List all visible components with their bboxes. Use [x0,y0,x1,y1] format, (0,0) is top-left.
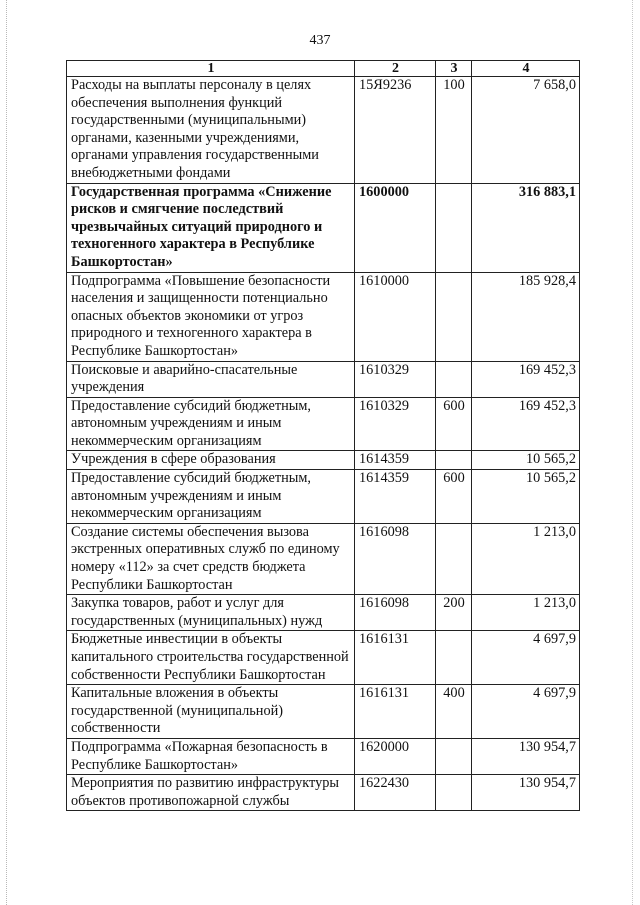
row-amount: 130 954,7 [472,775,580,811]
row-name: Предоставление субсидий бюджетным, автономным учреждениям и иным некоммерческим организациям [67,470,355,524]
row-name: Предоставление субсидий бюджетным, автономным учреждениям и иным некоммерческим организациям [67,397,355,451]
table-row [67,738,580,774]
row-type [436,183,472,272]
row-type [436,775,472,811]
row-amount: 316 883,1 [472,183,580,272]
table-row [67,183,580,272]
row-amount: 4 697,9 [472,685,580,739]
row-code: 1614359 [355,451,436,470]
row-name: Бюджетные инвестиции в объекты капитального строительства государственной собственности Республики Башкортостан [67,631,355,685]
row-amount: 169 452,3 [472,361,580,397]
row-name: Учреждения в сфере образования [67,451,355,470]
row-amount: 7 658,0 [472,77,580,184]
row-type: 100 [436,77,472,184]
row-type: 600 [436,397,472,451]
row-code: 1622430 [355,775,436,811]
header-col-4: 4 [472,61,580,77]
table-row [67,775,580,811]
budget-table [66,60,580,811]
row-code: 1616131 [355,685,436,739]
row-code: 1610329 [355,361,436,397]
row-type [436,523,472,594]
row-code: 1616131 [355,631,436,685]
row-type [436,451,472,470]
row-code: 1616098 [355,595,436,631]
row-name: Мероприятия по развитию инфраструктуры объектов противопожарной службы [67,775,355,811]
row-code: 15Я9236 [355,77,436,184]
table-row [67,595,580,631]
row-type [436,738,472,774]
table-row [67,470,580,524]
row-code: 1614359 [355,470,436,524]
row-type [436,631,472,685]
table-row [67,685,580,739]
page-number: 437 [309,33,331,48]
row-type: 200 [436,595,472,631]
table-row [67,77,580,184]
row-type [436,361,472,397]
table-row [67,451,580,470]
row-amount: 4 697,9 [472,631,580,685]
table-row [67,631,580,685]
row-name: Создание системы обеспечения вызова экстренных оперативных служб по единому номеру «112» за счет средств бюджета Республики Башкортостан [67,523,355,594]
row-amount: 185 928,4 [472,272,580,361]
scan-edge-right [632,0,634,905]
row-type [436,272,472,361]
row-name: Расходы на выплаты персоналу в целях обеспечения выполнения функций государственными (муниципальными) органами, казенными учреждениями, органами управления государственными внебюджетными фондами [67,77,355,184]
row-name: Закупка товаров, работ и услуг для государственных (муниципальных) нужд [67,595,355,631]
row-name: Государственная программа «Снижение рисков и смягчение последствий чрезвычайных ситуаций природного и техногенного характера в Республике Башкортостан» [67,183,355,272]
row-code: 1610000 [355,272,436,361]
row-code: 1600000 [355,183,436,272]
row-amount: 1 213,0 [472,595,580,631]
row-amount: 169 452,3 [472,397,580,451]
row-code: 1620000 [355,738,436,774]
row-code: 1616098 [355,523,436,594]
row-amount: 1 213,0 [472,523,580,594]
header-col-2: 2 [355,61,436,77]
header-col-3: 3 [436,61,472,77]
table-header-row [67,61,580,77]
scan-edge-left [6,0,8,905]
table-row [67,523,580,594]
row-amount: 130 954,7 [472,738,580,774]
row-type: 400 [436,685,472,739]
row-name: Поисковые и аварийно-спасательные учреждения [67,361,355,397]
table-row [67,361,580,397]
table-row [67,397,580,451]
row-name: Капитальные вложения в объекты государственной (муниципальной) собственности [67,685,355,739]
row-name: Подпрограмма «Пожарная безопасность в Республике Башкортостан» [67,738,355,774]
row-type: 600 [436,470,472,524]
header-col-1: 1 [67,61,355,77]
row-name: Подпрограмма «Повышение безопасности населения и защищенности потенциально опасных объектов экономики от угроз природного и техногенного характера в Республике Башкортостан» [67,272,355,361]
row-amount: 10 565,2 [472,451,580,470]
table-row [67,272,580,361]
row-amount: 10 565,2 [472,470,580,524]
row-code: 1610329 [355,397,436,451]
